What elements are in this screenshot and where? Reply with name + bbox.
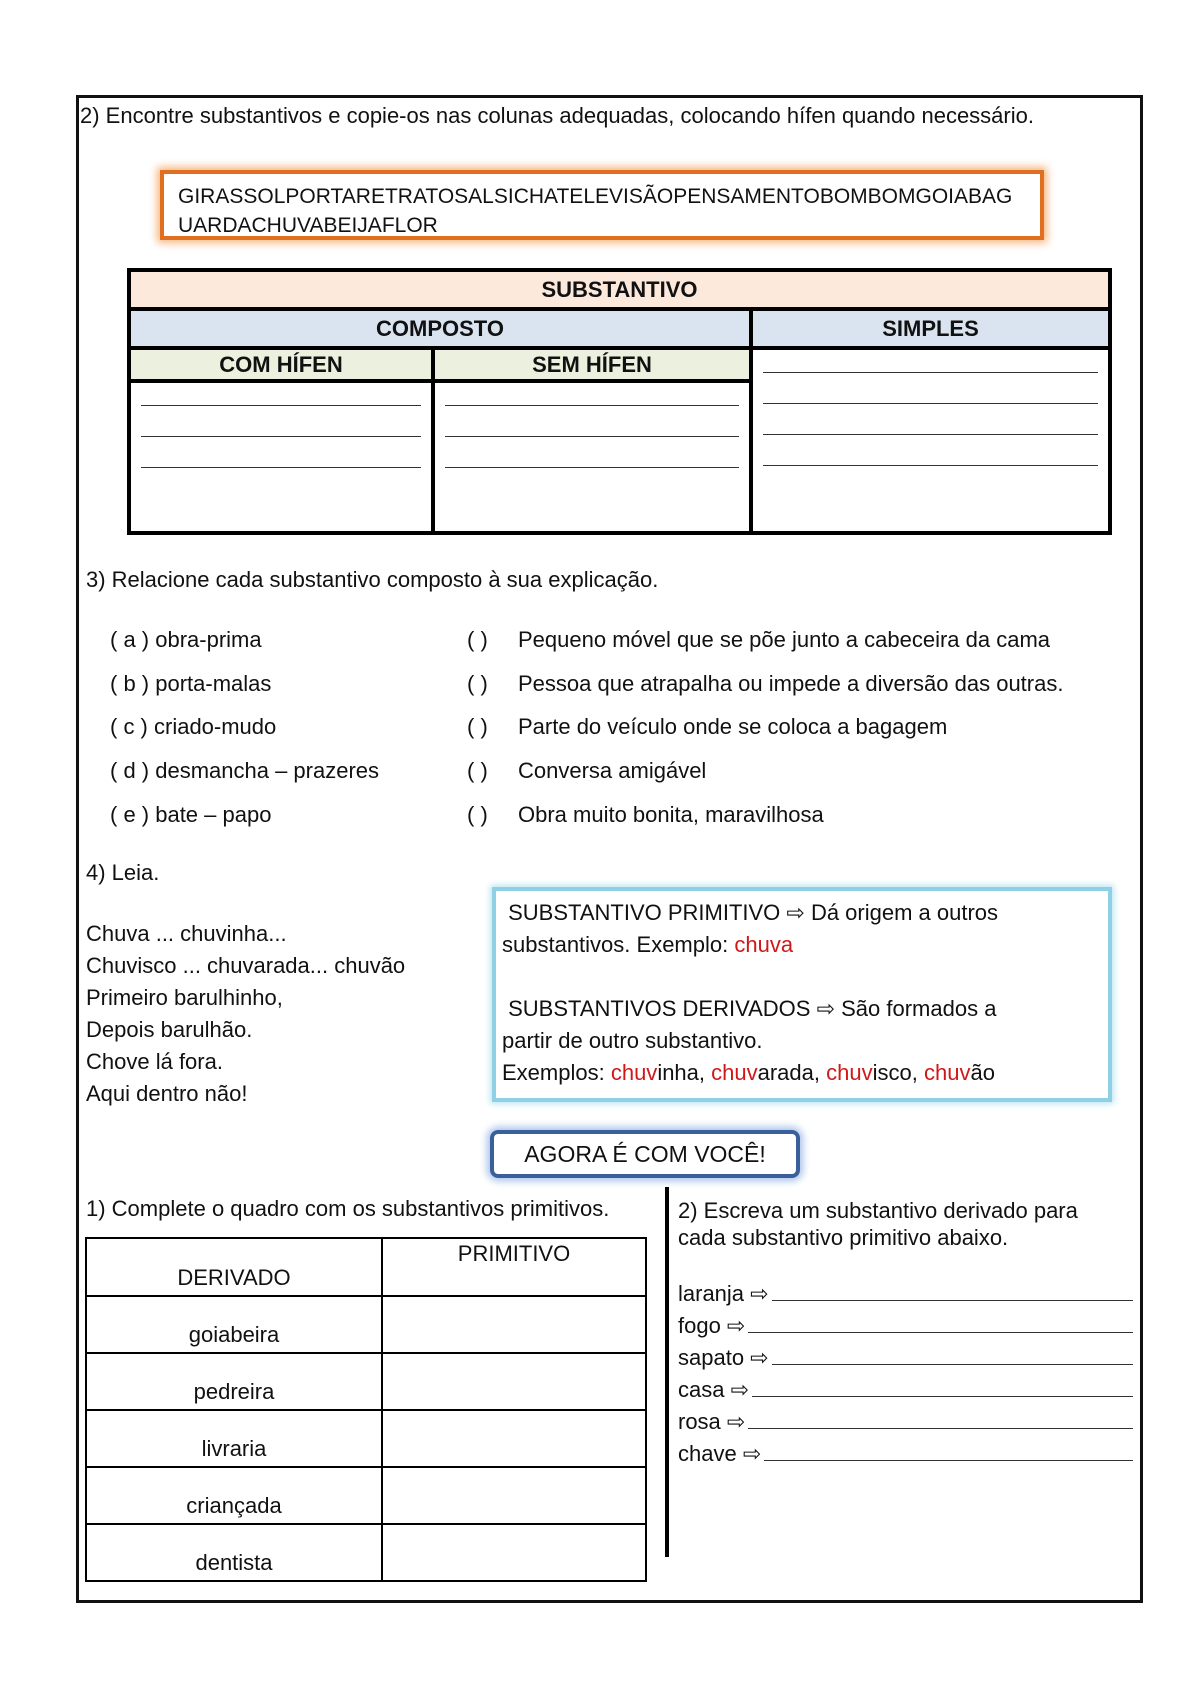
poem-line: Aqui dentro não!	[86, 1081, 248, 1106]
primitivo-answer[interactable]	[382, 1410, 646, 1467]
term-a: ( a ) obra-prima	[110, 627, 262, 652]
primitivo-word: casa ⇨	[678, 1377, 750, 1402]
term-d: ( d ) desmancha – prazeres	[110, 758, 380, 783]
definition: Pessoa que atrapalha ou impede a diversão das outras.	[518, 671, 1064, 696]
simples-answer-cell[interactable]	[751, 348, 1110, 533]
primitivo-word: rosa ⇨	[678, 1409, 746, 1434]
com-hifen-answer-cell[interactable]	[129, 381, 433, 533]
definition: Pequeno móvel que se põe junto a cabeceira da cama	[518, 627, 1051, 652]
example-suffix: inha,	[657, 1060, 712, 1085]
derivado-word: pedreira	[86, 1353, 382, 1410]
example-root: chuv	[826, 1060, 873, 1085]
q3-title: 3) Relacione cada substantivo composto à sua explicação.	[86, 567, 659, 592]
derivado-text: partir de outro substantivo.	[502, 1028, 763, 1053]
definition: Parte do veículo onde se coloca a bagagem	[518, 714, 948, 739]
poem	[86, 918, 405, 1110]
derivado-word: livraria	[86, 1410, 382, 1467]
header-substantivo: SUBSTANTIVO	[129, 270, 1110, 309]
example-root: chuv	[923, 1060, 971, 1085]
header-derivado: DERIVADO	[86, 1238, 382, 1296]
answer-blank[interactable]: ( )	[467, 627, 488, 652]
derivado-word: dentista	[86, 1524, 382, 1581]
answer-blank[interactable]: ( )	[467, 671, 488, 696]
primitivo-word: laranja ⇨	[678, 1281, 769, 1306]
header-primitivo: PRIMITIVO	[382, 1238, 646, 1296]
primitivo-text: substantivos. Exemplo:	[502, 932, 735, 957]
header-composto: COMPOSTO	[129, 309, 751, 348]
answer-line[interactable]	[772, 1364, 1133, 1365]
answer-line[interactable]	[748, 1428, 1133, 1429]
poem-line: Primeiro barulhinho,	[86, 985, 283, 1010]
derivado-word: goiabeira	[86, 1296, 382, 1353]
primitivo-definition: SUBSTANTIVO PRIMITIVO ⇨ Dá origem a outros	[502, 900, 999, 925]
example-suffix: isco,	[872, 1060, 924, 1085]
sem-hifen-answer-cell[interactable]	[433, 381, 751, 533]
primitivo-answer[interactable]	[382, 1467, 646, 1524]
answer-line[interactable]	[764, 1460, 1133, 1461]
derivado-table	[85, 1237, 647, 1582]
answer-line[interactable]	[748, 1332, 1133, 1333]
definition: Conversa amigável	[518, 758, 707, 783]
header-sem-hifen: SEM HÍFEN	[433, 348, 751, 381]
agora-banner: AGORA É COM VOCÊ!	[490, 1130, 800, 1178]
ex2-title	[678, 1197, 1078, 1251]
ex1-title: 1) Complete o quadro com os substantivos primitivos.	[86, 1196, 610, 1221]
primitivo-answer[interactable]	[382, 1296, 646, 1353]
definition: Obra muito bonita, maravilhosa	[518, 802, 824, 827]
answer-line[interactable]	[772, 1300, 1133, 1301]
letter-puzzle-box: GIRASSOLPORTARETRATOSALSICHATELEVISÃOPENSAMENTOBOMBOMGOIABAGUARDACHUVABEIJAFLOR	[160, 170, 1044, 240]
example-root: chuv	[711, 1060, 758, 1085]
example-suffix: ão	[970, 1060, 995, 1085]
substantivo-table	[127, 268, 1112, 535]
derivado-definition: SUBSTANTIVOS DERIVADOS ⇨ São formados a	[502, 996, 997, 1021]
primitivo-word: sapato ⇨	[678, 1345, 769, 1370]
poem-line: Chuvisco ... chuvarada... chuvão	[86, 953, 406, 978]
example-root: chuv	[610, 1060, 658, 1085]
ex2-title-line: 2) Escreva um substantivo derivado para	[678, 1198, 1078, 1223]
term-b: ( b ) porta-malas	[110, 671, 272, 696]
poem-line: Chuva ... chuvinha...	[86, 921, 287, 946]
answer-blank[interactable]: ( )	[467, 758, 488, 783]
term-c: ( c ) criado-mudo	[110, 714, 277, 739]
poem-line: Depois barulhão.	[86, 1017, 253, 1042]
primitivo-word: chave ⇨	[678, 1441, 762, 1466]
definition-box	[492, 887, 1112, 1102]
primitivo-example: chuva	[734, 932, 794, 957]
primitivo-answer[interactable]	[382, 1353, 646, 1410]
primitivo-answer[interactable]	[382, 1524, 646, 1581]
primitivo-word: fogo ⇨	[678, 1313, 746, 1338]
header-simples: SIMPLES	[751, 309, 1110, 348]
header-com-hifen: COM HÍFEN	[129, 348, 433, 381]
ex2-title-line: cada substantivo primitivo abaixo.	[678, 1225, 1009, 1250]
derivado-word: criançada	[86, 1467, 382, 1524]
answer-blank[interactable]: ( )	[467, 714, 488, 739]
answer-line[interactable]	[752, 1396, 1133, 1397]
examples-label: Exemplos:	[502, 1060, 611, 1085]
term-e: ( e ) bate – papo	[110, 802, 272, 827]
q2-title: 2) Encontre substantivos e copie-os nas colunas adequadas, colocando hífen quando necessário.	[80, 103, 1034, 128]
poem-line: Chove lá fora.	[86, 1049, 223, 1074]
column-divider	[665, 1187, 669, 1557]
answer-blank[interactable]: ( )	[467, 802, 488, 827]
q4-title: 4) Leia.	[86, 860, 160, 885]
example-suffix: arada,	[757, 1060, 827, 1085]
ex2-list	[678, 1278, 1133, 1470]
